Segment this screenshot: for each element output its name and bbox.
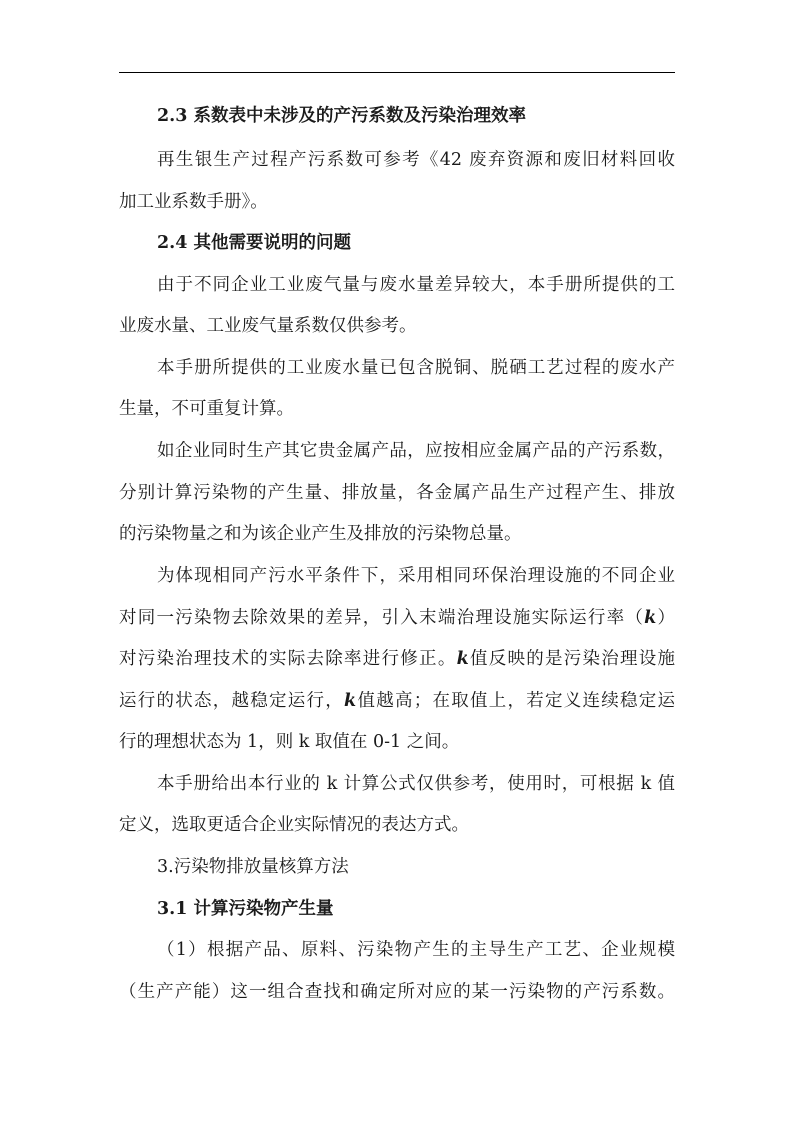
header-rule — [119, 72, 675, 73]
paragraph-line: 如企业同时生产其它贵金属产品，应按相应金属产品的产污系数， — [157, 441, 675, 461]
k-symbol: k — [344, 691, 357, 711]
paragraph-line: 加工业系数手册》。 — [119, 192, 268, 212]
paragraph-line: 对污染治理技术的实际去除率进行修正。k值反映的是污染治理设施 — [119, 649, 676, 669]
k-symbol: k — [644, 608, 657, 628]
paragraph-line: 由于不同企业工业废气量与废水量差异较大，本手册所提供的工 — [157, 275, 675, 295]
paragraph-line: 为体现相同产污水平条件下，采用相同环保治理设施的不同企业 — [157, 566, 675, 586]
paragraph-line: 业废水量、工业废气量系数仅供参考。 — [119, 316, 417, 336]
paragraph-line: （1）根据产品、原料、污染物产生的主导生产工艺、企业规模 — [157, 940, 675, 960]
paragraph-line: 运行的状态，越稳定运行，k值越高；在取值上，若定义连续稳定运 — [119, 691, 676, 711]
paragraph-line: 生量，不可重复计算。 — [119, 399, 294, 419]
paragraph-line: 的污染物量之和为该企业产生及排放的污染物总量。 — [119, 524, 522, 544]
k-symbol: k — [456, 649, 469, 669]
heading-3: 3.污染物排放量核算方法 — [157, 857, 349, 877]
paragraph-line: 本手册给出本行业的 k 计算公式仅供参考，使用时，可根据 k 值 — [157, 774, 675, 794]
paragraph-line: 定义，选取更适合企业实际情况的表达方式。 — [119, 815, 469, 835]
paragraph-line: 本手册所提供的工业废水量已包含脱铜、脱硒工艺过程的废水产 — [157, 358, 675, 378]
paragraph-line: （生产产能）这一组合查找和确定所对应的某一污染物的产污系数。 — [119, 982, 675, 1002]
heading-3-1: 3.1 计算污染物产生量 — [157, 899, 334, 919]
heading-2-4: 2.4 其他需要说明的问题 — [157, 233, 352, 253]
paragraph-line: 再生银生产过程产污系数可参考《42 废弃资源和废旧材料回收 — [157, 150, 675, 170]
paragraph-line: 对同一污染物去除效果的差异，引入末端治理设施实际运行率（k） — [119, 608, 676, 628]
paragraph-line: 分别计算污染物的产生量、排放量，各金属产品生产过程产生、排放 — [119, 483, 675, 503]
paragraph-line: 行的理想状态为 1，则 k 取值在 0-1 之间。 — [119, 732, 460, 752]
heading-2-3: 2.3 系数表中未涉及的产污系数及污染治理效率 — [157, 106, 527, 126]
